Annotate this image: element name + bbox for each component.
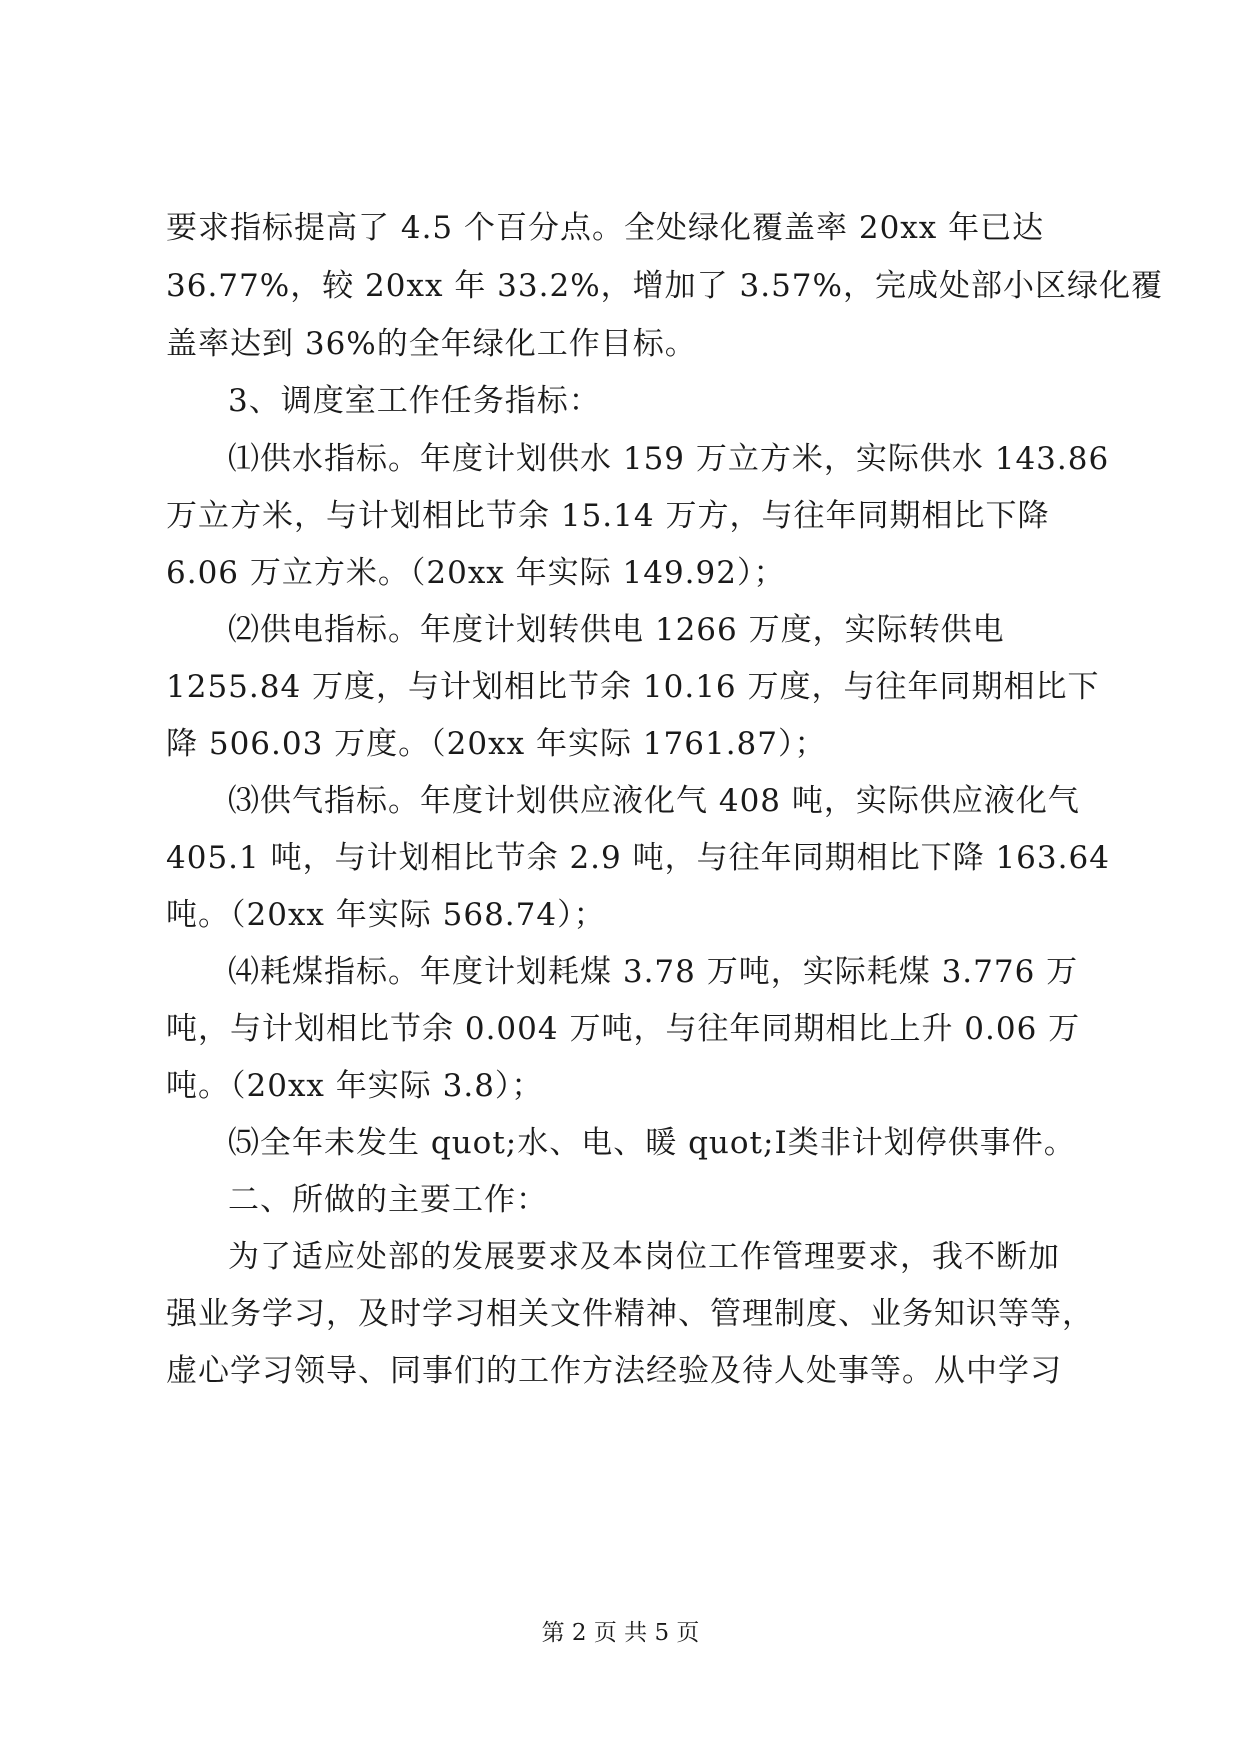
body-line: 强业务学习，及时学习相关文件精神、管理制度、业务知识等等， <box>166 1296 1094 1332</box>
body-line: 为了适应处部的发展要求及本岗位工作管理要求，我不断加 <box>228 1239 1060 1275</box>
section-heading: 二、所做的主要工作： <box>228 1182 548 1218</box>
body-line: 要求指标提高了 4.5 个百分点。全处绿化覆盖率 20xx 年已达 <box>166 210 1045 246</box>
body-line: 盖率达到 36%的全年绿化工作目标。 <box>166 326 697 362</box>
body-line: 吨，与计划相比节余 0.004 万吨，与往年同期相比上升 0.06 万 <box>166 1011 1081 1047</box>
body-line: 吨。（20xx 年实际 568.74）； <box>166 897 606 933</box>
body-line: 万立方米，与计划相比节余 15.14 万方，与往年同期相比下降 <box>166 498 1050 534</box>
body-line: ⑸全年未发生 quot;水、电、暖 quot;Ⅰ类非计划停供事件。 <box>228 1125 1076 1161</box>
body-line: 吨。（20xx 年实际 3.8）； <box>166 1068 544 1104</box>
body-line: 降 506.03 万度。（20xx 年实际 1761.87）； <box>166 726 827 762</box>
body-line: 1255.84 万度，与计划相比节余 10.16 万度，与往年同期相比下 <box>166 669 1100 705</box>
body-line: ⑶供气指标。年度计划供应液化气 408 吨，实际供应液化气 <box>228 783 1080 819</box>
body-line: 405.1 吨，与计划相比节余 2.9 吨，与往年同期相比下降 163.64 <box>166 840 1110 876</box>
body-line: ⑷耗煤指标。年度计划耗煤 3.78 万吨，实际耗煤 3.776 万 <box>228 954 1079 990</box>
body-line: 36.77%，较 20xx 年 33.2%，增加了 3.57%，完成处部小区绿化覆 <box>166 268 1163 304</box>
body-line: ⑵供电指标。年度计划转供电 1266 万度，实际转供电 <box>228 612 1005 648</box>
page-footer: 第 2 页 共 5 页 <box>541 1620 700 1646</box>
body-line: 虚心学习领导、同事们的工作方法经验及待人处事等。从中学习 <box>166 1353 1062 1389</box>
body-line: 6.06 万立方米。（20xx 年实际 149.92）； <box>166 555 786 591</box>
section-heading: 3、调度室工作任务指标： <box>228 383 601 419</box>
body-line: ⑴供水指标。年度计划供水 159 万立方米，实际供水 143.86 <box>228 441 1110 477</box>
